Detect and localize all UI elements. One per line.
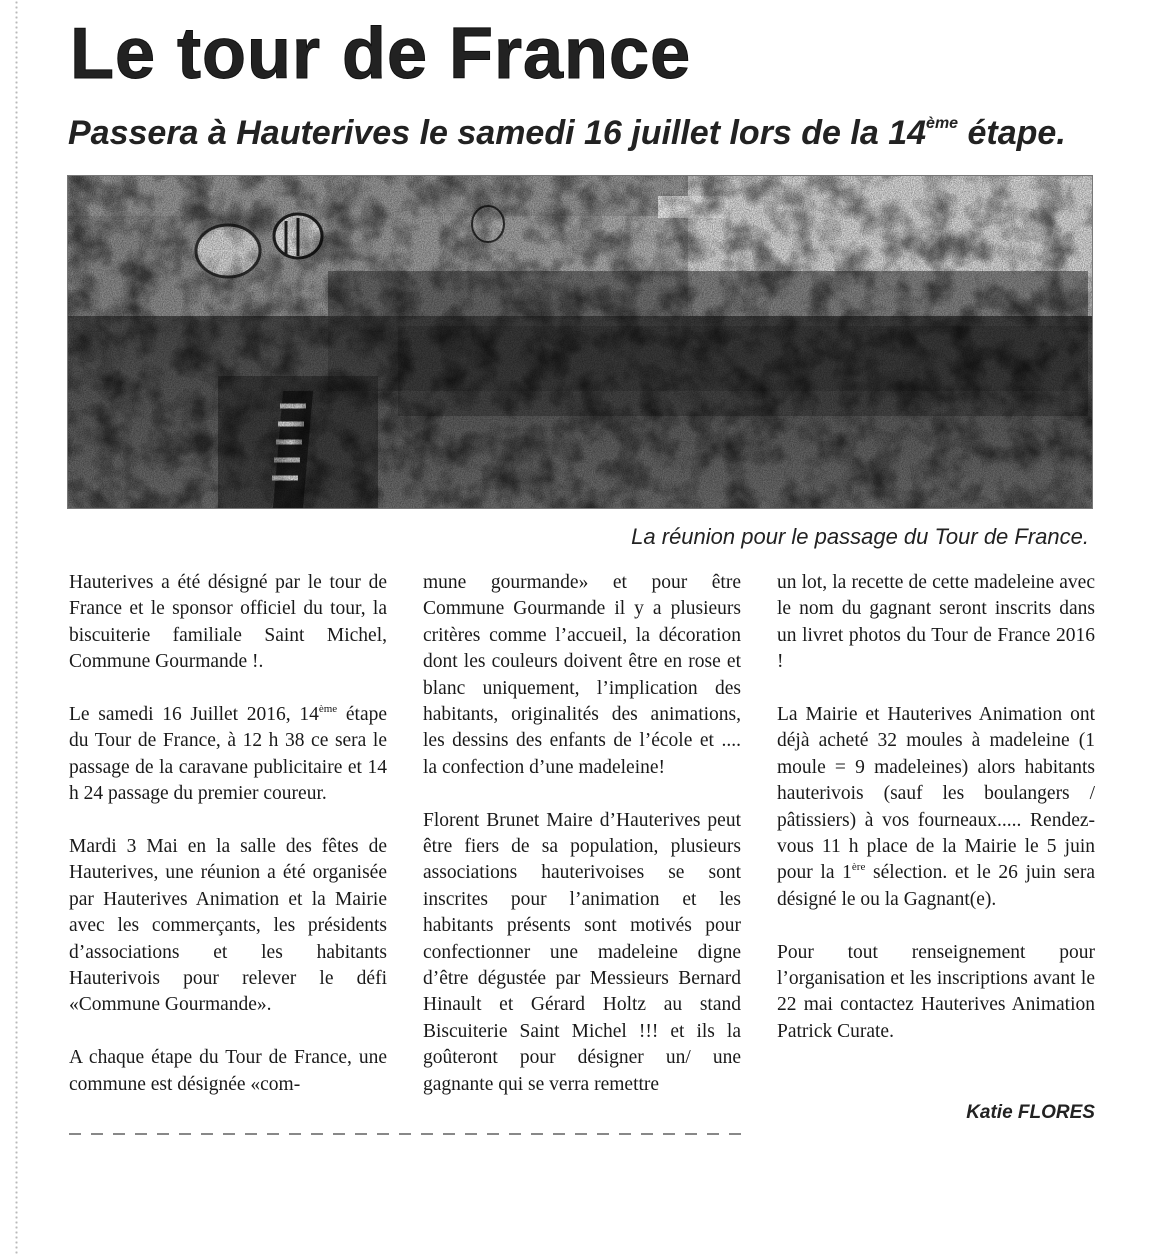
subtitle-end: étape. (958, 114, 1066, 152)
selection-ordinal: ère (851, 861, 866, 874)
cut-line-divider (69, 1133, 741, 1135)
paragraph-prize: un lot, la recette de cette madeleine avec le nom du gagnant seront inscrits dans un livret photos du Tour de France 2016 ! (777, 572, 1095, 673)
paragraph-mayor: Florent Brunet Maire d’Hauterives peut être fiers de sa population, plusieurs associations hauterivoises se sont inscrites pour l’animation et les habitants présents sont motivés pour confectionner une madeleine digne d’être dégustée par Messieurs Bernard Hinault et Gérard Holtz au stand Biscuiterie Saint Michel !!! et ils la goûteront pour désigner un/ une gagnante qui se verra remettre (423, 809, 741, 1095)
article-author: Katie FLORES (966, 1102, 1095, 1123)
selection-text: sélection. et le 26 juin sera désigné le ou la Gagnant(e). (777, 862, 1095, 910)
article-column-3 (777, 570, 1095, 1045)
subtitle-text: Passera à Hauterives le samedi 16 juillet lors de la 14 (68, 114, 927, 152)
scan-edge-dots (14, 0, 19, 1256)
stage-schedule-text: étape du Tour de France, à 12 h 38 ce sera le passage de la caravane publicitaire et 14 h 24 passage du premier coureur. (69, 704, 388, 805)
meeting-photo-image (68, 176, 1092, 508)
paragraph-meeting: Mardi 3 Mai en la salle des fêtes de Hauterives, une réunion a été organisée par Hauterives Animation et la Mairie avec les commerçants, les présidents d’associations et les habitants Hauterivois pour relever le défi «Commune Gourmande». (69, 836, 387, 1016)
paragraph-criteria: mune gourmande» et pour être Commune Gourmande il y a plusieurs critères comme l’accueil, la décoration dont les couleurs doivent être en rose et blanc uniquement, l’implication des habitants, originalités des animations, les dessins des enfants de l’école et .... la confection d’une madeleine! (423, 572, 741, 778)
paragraph-madeleine-molds (777, 702, 1095, 913)
paragraph-contact: Pour tout renseignement pour l’organisation et les inscriptions avant le 22 mai contactez Hauterives Animation Patrick Curate. (777, 941, 1095, 1042)
meeting-photo (67, 175, 1093, 509)
subtitle-ordinal: ème (926, 115, 959, 132)
molds-text: La Mairie et Hauterives Animation ont déjà acheté 32 moules à madeleine (1 moule = 9 madeleines) alors habitants hauterivois (sauf les boulangers / pâtissiers) à vos fourneaux..... Rendez-vous 11 h place de la Mairie le 5 juin pour la 1 (777, 704, 1095, 884)
article-headline: Le tour de France (70, 14, 692, 94)
article-column-1 (69, 570, 387, 1098)
paragraph-gourmet-commune-start: A chaque étape du Tour de France, une commune est désignée «com- (69, 1047, 387, 1095)
article-column-2 (423, 570, 741, 1098)
article-subtitle (68, 116, 1066, 150)
photo-caption: La réunion pour le passage du Tour de France. (631, 524, 1089, 549)
paragraph-designation: Hauterives a été désigné par le tour de France et le sponsor officiel du tour, la biscuiterie familiale Saint Michel, Commune Gourmande !. (69, 572, 387, 673)
stage-date-text: Le samedi 16 Juillet 2016, 14 (69, 704, 319, 726)
stage-ordinal: ème (318, 703, 338, 716)
paragraph-stage-schedule (69, 702, 387, 808)
